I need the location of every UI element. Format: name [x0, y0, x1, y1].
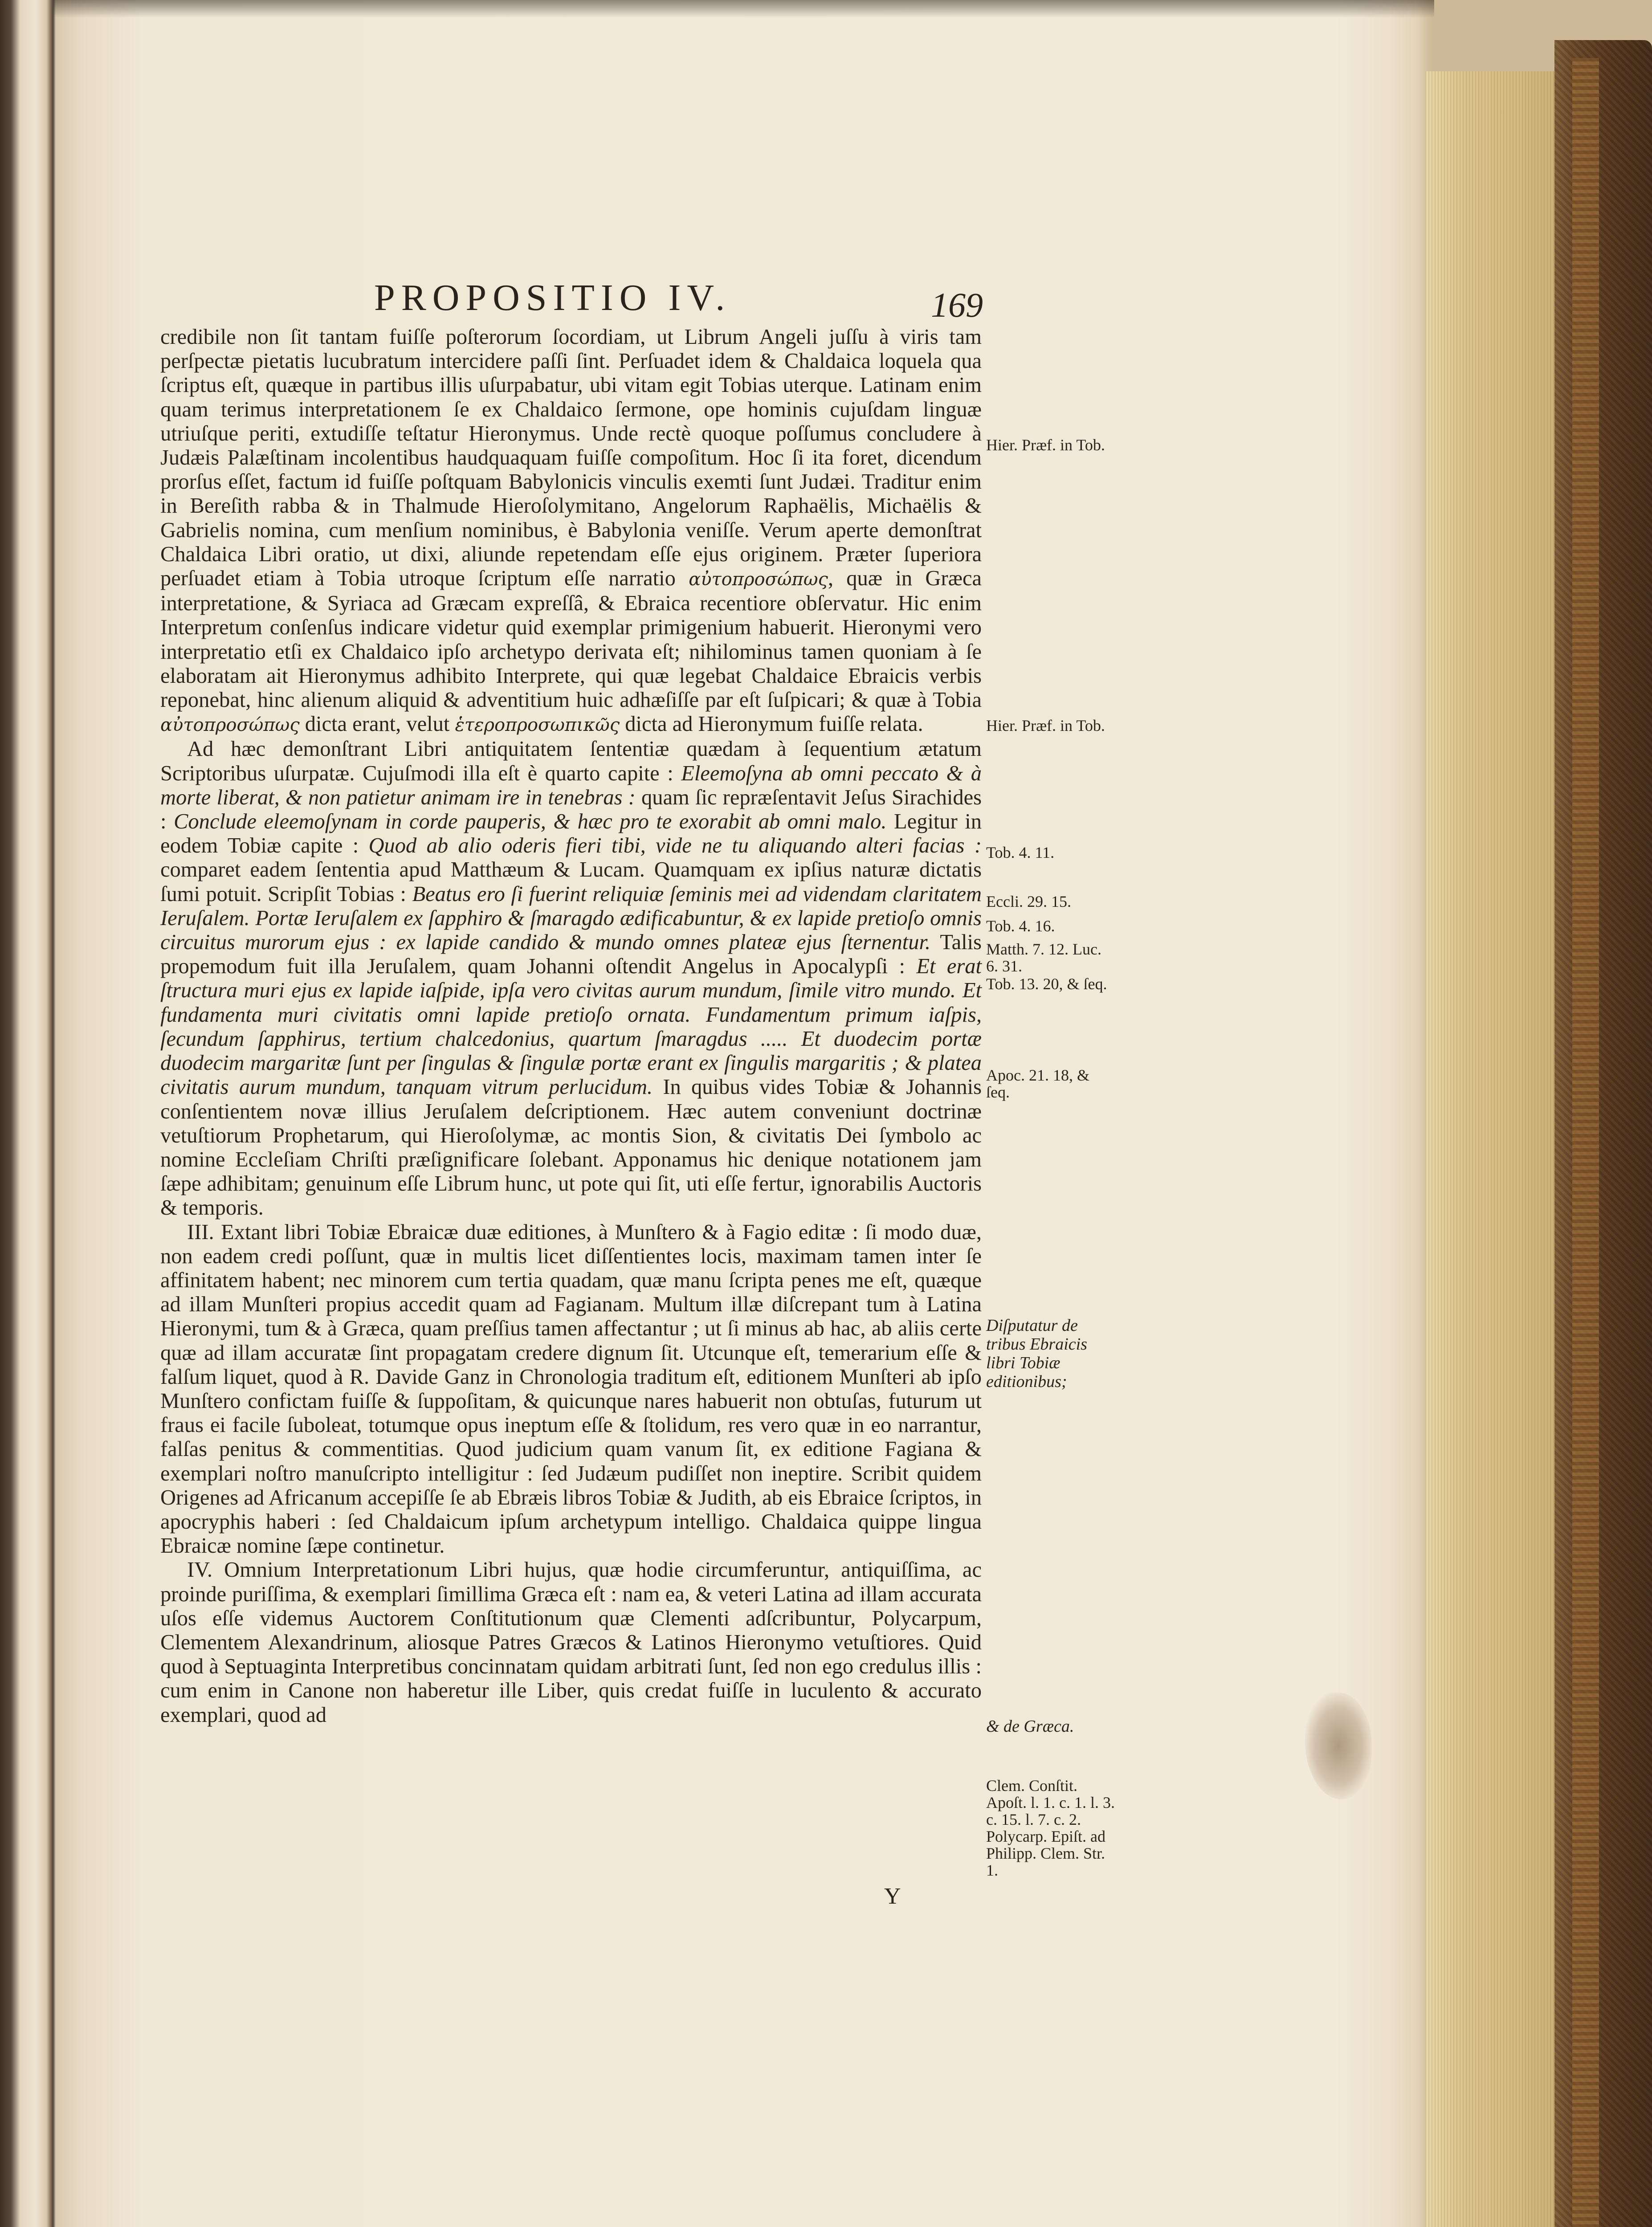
paragraph-1 [160, 325, 982, 737]
margin-note: Eccli. 29. 15. [986, 893, 1071, 910]
body-text [160, 325, 982, 1727]
text-run: dicta ad Hieronymum fuiſſe relata. [625, 712, 923, 736]
facing-page-edge [0, 0, 53, 2227]
quotation: Quod ab alio oderis fieri tibi, vide ne tu aliquando alteri facias : [368, 834, 982, 858]
margin-note: Clem. Conſtit. Apoſt. l. 1. c. 1. l. 3. c. 15. l. 7. c. 2. Polycarp. Epiſt. ad Philipp. Clem. Str. 1. [986, 1777, 1115, 1879]
greek-word: αὐτοπροσώπως [689, 569, 828, 590]
text-run: Legitur in eodem Tobiæ capite : [160, 810, 982, 858]
text-run: In quibus vides Tobiæ & Johannis conſentientem novæ illius Jeruſalem deſcriptionem. Hæc autem conveniunt doctrinæ vetuſtiorum Prophetarum, qui Hieroſolymæ, ac montis Sion, & civitatis Dei ſymbolo ac nomine Eccleſiam Chriſti præſignificare ſolebant. Apponamus hic denique notationem jam ſæpe adhibitam; genuinum eſſe Librum hunc, ut pote qui ſit, uti eſſe fertur, ignorabilis Auctoris & temporis. [160, 1075, 982, 1220]
text-run: credibile non ſit tantam fuiſſe poſterorum ſocordiam, ut Librum Angeli juſſu à viris tam perſpectæ pietatis lucubratum intercidere paſſi ſint. Perſuadet idem & Chaldaica loquela qua ſcriptus eſt, quæque in partibus illis uſurpabatur, ubi vitam egit Tobias uterque. Latinam enim quam terimus interpretationem ſe ex Chaldaico ſermone, ope hominis cujuſdam linguæ utriuſque periti, extudiſſe teſtatur Hieronymus. Unde rectè quoque poſſumus concludere à Judæis Palæſtinam incolentibus haudquaquam fuiſſe compoſitum. Hoc ſi ita foret, dicendum prorſus eſſet, factum id fuiſſe poſtquam Babylonicis vinculis exemti ſunt Judæi. Traditur enim in Bereſith rabba & in Thalmude Hieroſolymitano, Angelorum Raphaëlis, Michaëlis & Gabrielis nomina, cum menſium nominibus, è Babylonia veniſſe. Verum aperte demonſtrat Chaldaica Libri oratio, ut dixi, aliunde repetendam eſſe ejus originem. Præter ſuperiora perſuadet etiam à Tobia utroque ſcriptum eſſe narratio [160, 325, 982, 591]
quotation: Et erat ſtructura muri ejus ex lapide iaſpide, ipſa vero civitas aurum mundum, ſimile vitro mundo. Et fundamenta muri civitatis omni lapide pretioſo ornata. Fundamentum primum iaſpis, ſecundum ſapphirus, tertium chalcedonius, quartum ſmaragdus ..... Et duodecim portæ duodecim margaritæ ſunt per ſingulas & ſingulæ portæ erant ex ſingulis margaritis ; & platea civitatis aurum mundum, tanquam vitrum perlucidum. [160, 954, 982, 1099]
margin-note: Tob. 13. 20, & ſeq. [986, 975, 1107, 993]
quotation: Eleemoſyna ab omni peccato & à morte liberat, & non patietur animam ire in tenebras : [160, 761, 982, 809]
text-run: IV. Omnium Interpretationum Libri hujus, quæ hodie circumferuntur, antiquiſſima, ac proinde puriſſima, & exemplari ſimillima Græca eſt : nam ea, & veteri Latina ad illam accurata uſos eſſe videmus Auctorem Conſtitutionum quæ Clementi adſcribuntur, Polycarpum, Clementem Alexandrinum, aliosque Patres Græcos & Latinos Hieronymo vetuſtiores. Quid quod à Septuaginta Interpretibus concinnatam quidam arbitrati ſunt, ſed non ego credulus illis : cum enim in Canone non haberetur ille Liber, quis credat fuiſſe in luculento & accurato exemplari, quod ad [160, 1558, 982, 1727]
margin-note: Tob. 4. 11. [986, 844, 1055, 861]
margin-note: Apoc. 21. 18, & ſeq. [986, 1066, 1089, 1101]
margin-note: Matth. 7. 12. Luc. 6. 31. [986, 940, 1101, 975]
paragraph-4 [160, 1558, 982, 1727]
text-run: III. Extant libri Tobiæ Ebraicæ duæ editiones, à Munſtero & à Fagio editæ : ſi modo duæ, non eadem credi poſſunt, quæ in multis licet diſſentientes locis, maximam tamen inter ſe affinitatem habent; nec minorem cum tertia quadam, quæ manu ſcripta penes me eſt, quæque ad illam Munſteri propius accedit quam ad Fagianam. Multum illæ diſcrepant tum à Latina Hieronymi, tum & à Græca, quam preſſius tamen affectantur ; ut ſi minus ab hac, ab aliis certe quæ ad illam accuratæ ſint propagatam credere dignum ſit. Utcunque eſt, temerarium eſſe & falſum liquet, quod à R. Davide Ganz in Chronologia traditum eſt, editionem Munſteri ab ipſo Munſtero confictam fuiſſe & ſuppoſitam, & quicunque nares habuerit non obtuſas, futurum ut fraus ei facile ſuboleat, totumque opus ineptum eſſe & ſtolidum, res vero quæ in eo narrantur, falſas penitus & commentitias. Quod judicium quam vanum ſit, ex editione Fagiana & exemplari noſtro manuſcripto intelligitur : ſed Judæum pudiſſet non ineptire. Scribit quidem Origenes ad Africanum accepiſſe ſe ab Ebræis libros Tobiæ & Judith, ab eis Ebraice ſcriptos, in apocryphis haberi : ſed Chaldaicum ipſum archetypum intelligo. Chaldaica quippe lingua Ebraicæ nomine ſæpe continetur. [160, 1220, 982, 1558]
text-run: Ad hæc demonſtrant Libri antiquitatem ſententiæ quædam à ſequentium ætatum Scriptoribus uſurpatæ. Cujuſmodi illa eſt è quarto capite : [160, 737, 982, 785]
running-title: PROPOSITIO IV. [374, 277, 731, 318]
text-run: , quæ in Græca interpretatione, & Syriaca ad Græcam expreſſâ, & Ebraica recentiore obſervatur. Hic enim Interpretum conſenſus indicare videtur quid exemplar primigenium habuerit. Hieronymi vero interpretatio etſi ex Chaldaico ipſo archetypo derivata eſt; nihilominus tamen quoniam à ſe elaboratam ait Hieronymus adhibito Interprete, qui quæ legebat Chaldaice Ebraicis verbis reponebat, hinc alienum aliquid & adventitium huic adhæſiſſe par eſt ſuſpicari; & quæ à Tobia [160, 567, 982, 712]
text-run: comparet eadem ſententia apud Matthæum & Lucam. Quamquam ex ipſius naturæ dictatis ſumi potuit. Scripſit Tobias : [160, 858, 982, 906]
greek-word: αὐτοπροσώπως [160, 715, 300, 736]
paragraph-3 [160, 1220, 982, 1558]
paragraph-2 [160, 737, 982, 1220]
margin-note: Tob. 4. 16. [986, 917, 1055, 935]
page-number: 169 [931, 286, 983, 324]
greek-word: ἑτεροπροσωπικῶς [455, 715, 620, 736]
text-run: Talis propemodum fuit illa Jeruſalem, quam Johanni oſtendit Angelus in Apocalypſi : [160, 930, 982, 979]
page-block-edge [1425, 71, 1572, 2227]
margin-heading: Diſputatur de tribus Ebraicis libri Tobiæ editionibus; [986, 1316, 1087, 1391]
margin-note: Hier. Præf. in Tob. [986, 717, 1105, 734]
quotation: Beatus ero ſi fuerint reliquiæ ſeminis mei ad videndam claritatem Ieruſalem. Portæ Ieruſalem ex ſapphiro & ſmaragdo ædificabuntur, & ex lapide pretioſo omnis circuitus murorum ejus : ex lapide candido & mundo omnes plateæ ejus ſternentur. [160, 882, 982, 954]
margin-heading: & de Græca. [986, 1717, 1074, 1736]
signature-mark: Y [884, 1884, 901, 1909]
margin-note: Hier. Præf. in Tob. [986, 436, 1105, 454]
text-run: quam ſic repræſentavit Jeſus Sirachides : [160, 785, 982, 834]
text-run: dicta erant, velut [305, 712, 450, 736]
top-shadow [53, 0, 1434, 18]
cover-gilt-edge [1572, 58, 1599, 2227]
book-cover [1554, 40, 1652, 2227]
quotation: Conclude eleemoſynam in corde pauperis, & hæc pro te exorabit ab omni malo. [173, 810, 887, 834]
